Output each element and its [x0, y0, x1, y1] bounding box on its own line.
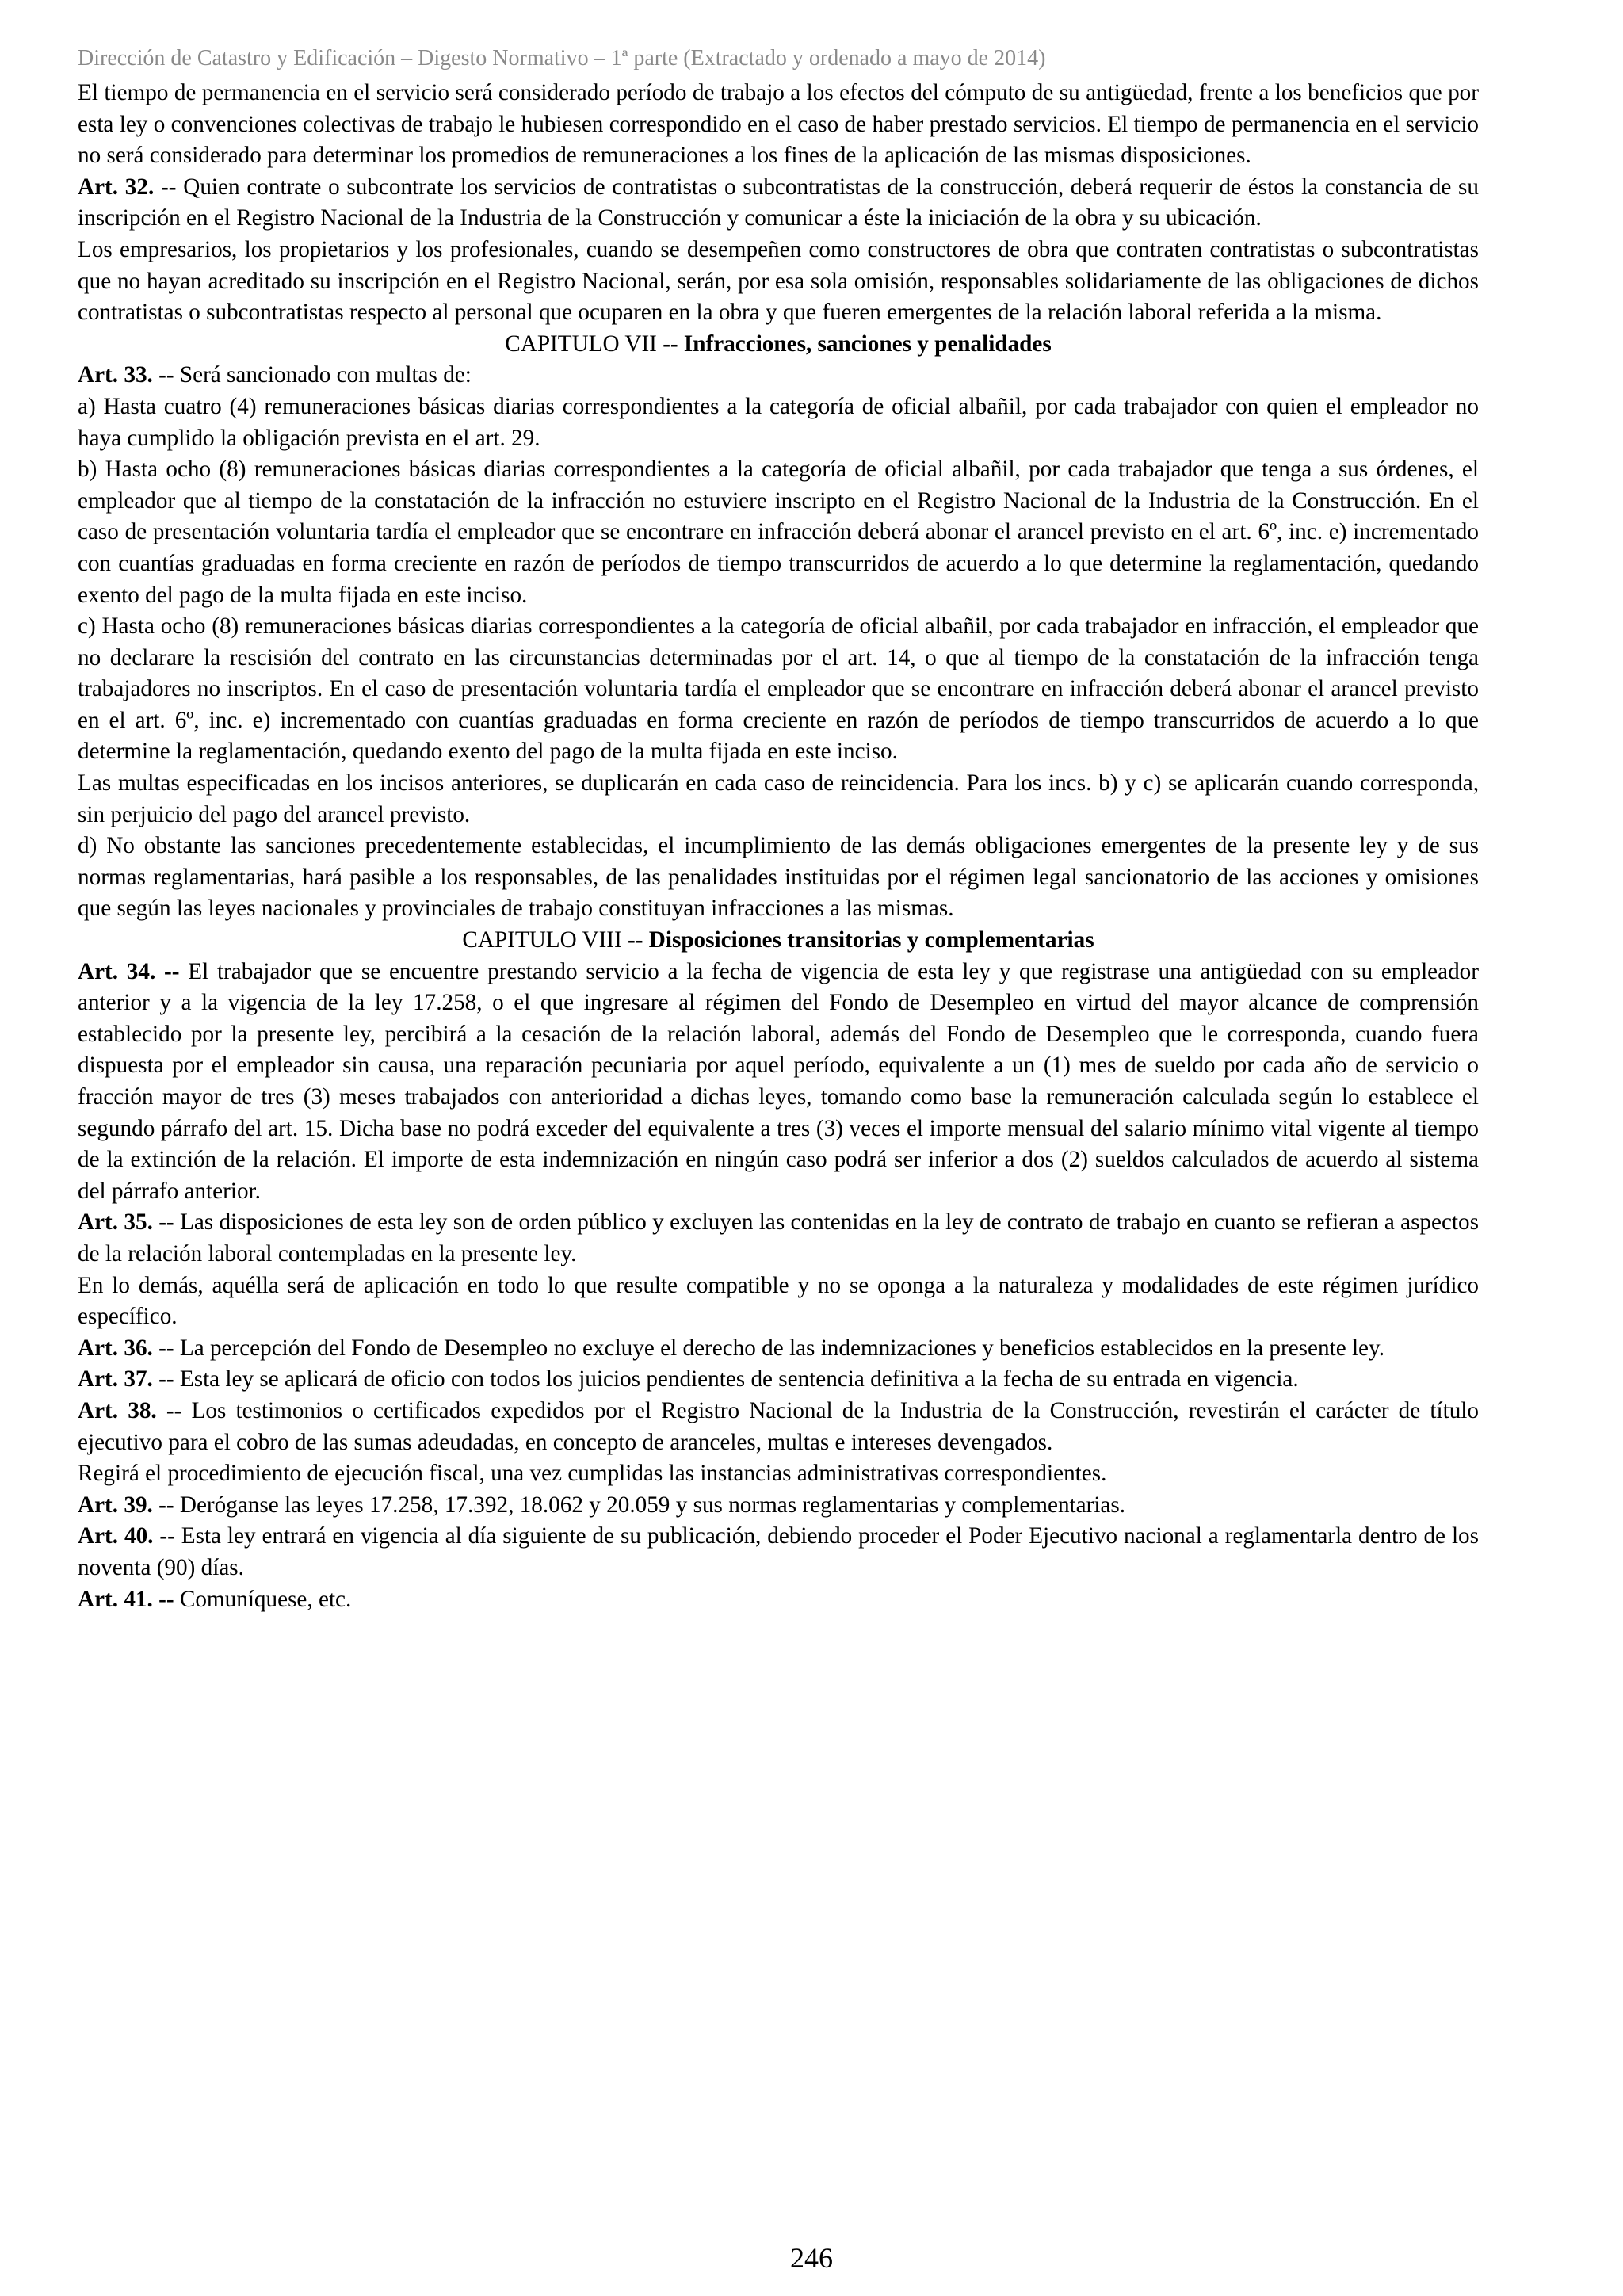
article-label: Art. 39. -- — [78, 1492, 174, 1518]
article-label: Art. 34. -- — [78, 958, 180, 984]
article-34 — [78, 957, 1479, 1208]
chapter-title: -- Disposiciones transitorias y complementarias — [628, 927, 1094, 953]
article-label: Art. 40. -- — [78, 1523, 175, 1549]
chapter-heading-vii — [78, 329, 1479, 361]
article-40 — [78, 1521, 1479, 1584]
article-38 — [78, 1396, 1479, 1458]
article-32 — [78, 172, 1479, 235]
article-label: Art. 37. -- — [78, 1366, 174, 1392]
article-33 — [78, 360, 1479, 392]
chapter-title: -- Infracciones, sanciones y penalidades — [663, 330, 1052, 357]
article-label: Art. 38. -- — [78, 1397, 182, 1423]
article-label: Art. 36. -- — [78, 1335, 174, 1361]
chapter-heading-viii — [78, 925, 1479, 957]
paragraph: En lo demás, aquélla será de aplicación en todo lo que resulte compatible y no se oponga a la naturaleza y modalidades de este régimen jurídico específico. — [78, 1272, 1479, 1330]
article-35 — [78, 1207, 1479, 1270]
clause-c: c) Hasta ocho (8) remuneraciones básicas diarias correspondientes a la categoría de oficial albañil, por cada trabajador en infracción, el empleador que no declarare la rescisión del contrato en las circunstancias determinadas por el art. 14, o que al tiempo de la constatación de la infracción tenga trabajadores no inscriptos. En el caso de presentación voluntaria tardía el empleador que se encontrare en infracción deberá abonar el arancel previsto en el art. 6º, inc. e) incrementado con cuantías graduadas en forma creciente en razón de períodos de tiempo transcurridos de acuerdo a lo que determine la reglamentación, quedando exento del pago de la multa fijada en este inciso. — [78, 613, 1479, 765]
article-label: Art. 32. -- — [78, 174, 177, 200]
clause-b: b) Hasta ocho (8) remuneraciones básicas diarias correspondientes a la categoría de oficial albañil, por cada trabajador que tenga a sus órdenes, el empleador que al tiempo de la constatación de la infracción no estuviere inscripto en el Registro Nacional de la Industria de la Construcción. En el caso de presentación voluntaria tardía el empleador que se encontrare en infracción deberá abonar el arancel previsto en el art. 6º, inc. e) incrementado con cuantías graduadas en forma creciente en razón de períodos de tiempo transcurridos de acuerdo a lo que determine la reglamentación, quedando exento del pago de la multa fijada en este inciso. — [78, 457, 1479, 608]
document-body — [78, 78, 1479, 1615]
article-text: Las disposiciones de esta ley son de orden público y excluyen las contenidas en la ley de contrato de trabajo en cuanto se refieran a aspectos de la relación laboral contempladas en la presente ley. — [78, 1209, 1479, 1266]
article-text: Será sancionado con multas de: — [179, 362, 472, 388]
article-text: El trabajador que se encuentre prestando servicio a la fecha de vigencia de esta ley y que registrase una antigüedad con su empleador anterior y a la vigencia de la ley 17.258, o el que ingresare al régimen del Fondo de Desempleo en virtud del mayor alcance de comprensión establecido por la presente ley, percibirá a la cesación de la relación laboral, además del Fondo de Desempleo que le corresponda, cuando fuera dispuesta por el empleador sin causa, una reparación pecuniaria por aquel período, equivalente a un (1) mes de sueldo por cada año de servicio o fracción mayor de tres (3) meses trabajados con anterioridad a dichas leyes, tomando como base la remuneración calculada según lo establece el segundo párrafo del art. 15. Dicha base no podrá exceder del equivalente a tres (3) veces el importe mensual del salario mínimo vital vigente al tiempo de la extinción de la relación. El importe de esta indemnización en ningún caso podrá ser inferior a dos (2) sueldos calculados de acuerdo al sistema del párrafo anterior. — [78, 958, 1479, 1204]
article-text: Quien contrate o subcontrate los servicios de contratistas o subcontratistas de la construcción, deberá requerir de éstos la constancia de su inscripción en el Registro Nacional de la Industria de la Construcción y comunicar a éste la iniciación de la obra y su ubicación. — [78, 174, 1479, 231]
article-text: Deróganse las leyes 17.258, 17.392, 18.062 y 20.059 y sus normas reglamentarias y complementarias. — [179, 1492, 1126, 1518]
chapter-number: CAPITULO VII — [505, 330, 657, 357]
article-text: Esta ley se aplicará de oficio con todos los juicios pendientes de sentencia definitiva a la fecha de su entrada en vigencia. — [179, 1366, 1299, 1392]
article-label: Art. 33. -- — [78, 362, 174, 388]
clause-a: a) Hasta cuatro (4) remuneraciones básicas diarias correspondientes a la categoría de oficial albañil, por cada trabajador con quien el empleador no haya cumplido la obligación prevista en el art. 29. — [78, 393, 1479, 451]
page-number: 246 — [790, 2242, 833, 2274]
article-37 — [78, 1364, 1479, 1396]
paragraph: Los empresarios, los propietarios y los profesionales, cuando se desempeñen como constructores de obra que contraten contratistas o subcontratistas que no hayan acreditado su inscripción en el Registro Nacional, serán, por esa sola omisión, responsables solidariamente de las obligaciones de dichos contratistas o subcontratistas respecto al personal que ocuparen en la obra y que fueren emergentes de la relación laboral referida a la misma. — [78, 236, 1479, 326]
clause-d: d) No obstante las sanciones precedentemente establecidas, el incumplimiento de las demás obligaciones emergentes de la presente ley y de sus normas reglamentarias, hará pasible a los responsables, de las penalidades instituidas por el régimen legal sancionatorio de las acciones y omisiones que según las leyes nacionales y provinciales de trabajo constituyan infracciones a las mismas. — [78, 833, 1479, 922]
article-text: Esta ley entrará en vigencia al día siguiente de su publicación, debiendo proceder el Poder Ejecutivo nacional a reglamentarla dentro de los noventa (90) días. — [78, 1523, 1479, 1580]
paragraph: El tiempo de permanencia en el servicio será considerado período de trabajo a los efectos del cómputo de su antigüedad, frente a los beneficios que por esta ley o convenciones colectivas de trabajo le hubiesen correspondido en el caso de haber prestado servicios. El tiempo de permanencia en el servicio no será considerado para determinar los promedios de remuneraciones a los fines de la aplicación de las mismas disposiciones. — [78, 80, 1479, 169]
paragraph: Las multas especificadas en los incisos anteriores, se duplicarán en cada caso de reincidencia. Para los incs. b) y c) se aplicarán cuando corresponda, sin perjuicio del pago del arancel previsto. — [78, 770, 1479, 827]
article-label: Art. 35. -- — [78, 1209, 174, 1236]
article-text: Los testimonios o certificados expedidos por el Registro Nacional de la Industria de la Construcción, revestirán el carácter de título ejecutivo para el cobro de las sumas adeudadas, en concepto de aranceles, multas e intereses devengados. — [78, 1397, 1480, 1455]
article-36 — [78, 1333, 1479, 1365]
article-label: Art. 41. -- — [78, 1586, 174, 1612]
article-41 — [78, 1584, 1479, 1616]
paragraph: Regirá el procedimiento de ejecución fiscal, una vez cumplidas las instancias administrativas correspondientes. — [78, 1461, 1107, 1487]
chapter-number: CAPITULO VIII — [462, 927, 622, 953]
running-header: Dirección de Catastro y Edificación – Digesto Normativo – 1ª parte (Extractado y ordenado a mayo de 2014) — [78, 46, 1046, 71]
article-text: La percepción del Fondo de Desempleo no excluye el derecho de las indemnizaciones y beneficios establecidos en la presente ley. — [179, 1335, 1385, 1361]
article-39 — [78, 1490, 1479, 1522]
article-text: Comuníquese, etc. — [179, 1586, 352, 1612]
